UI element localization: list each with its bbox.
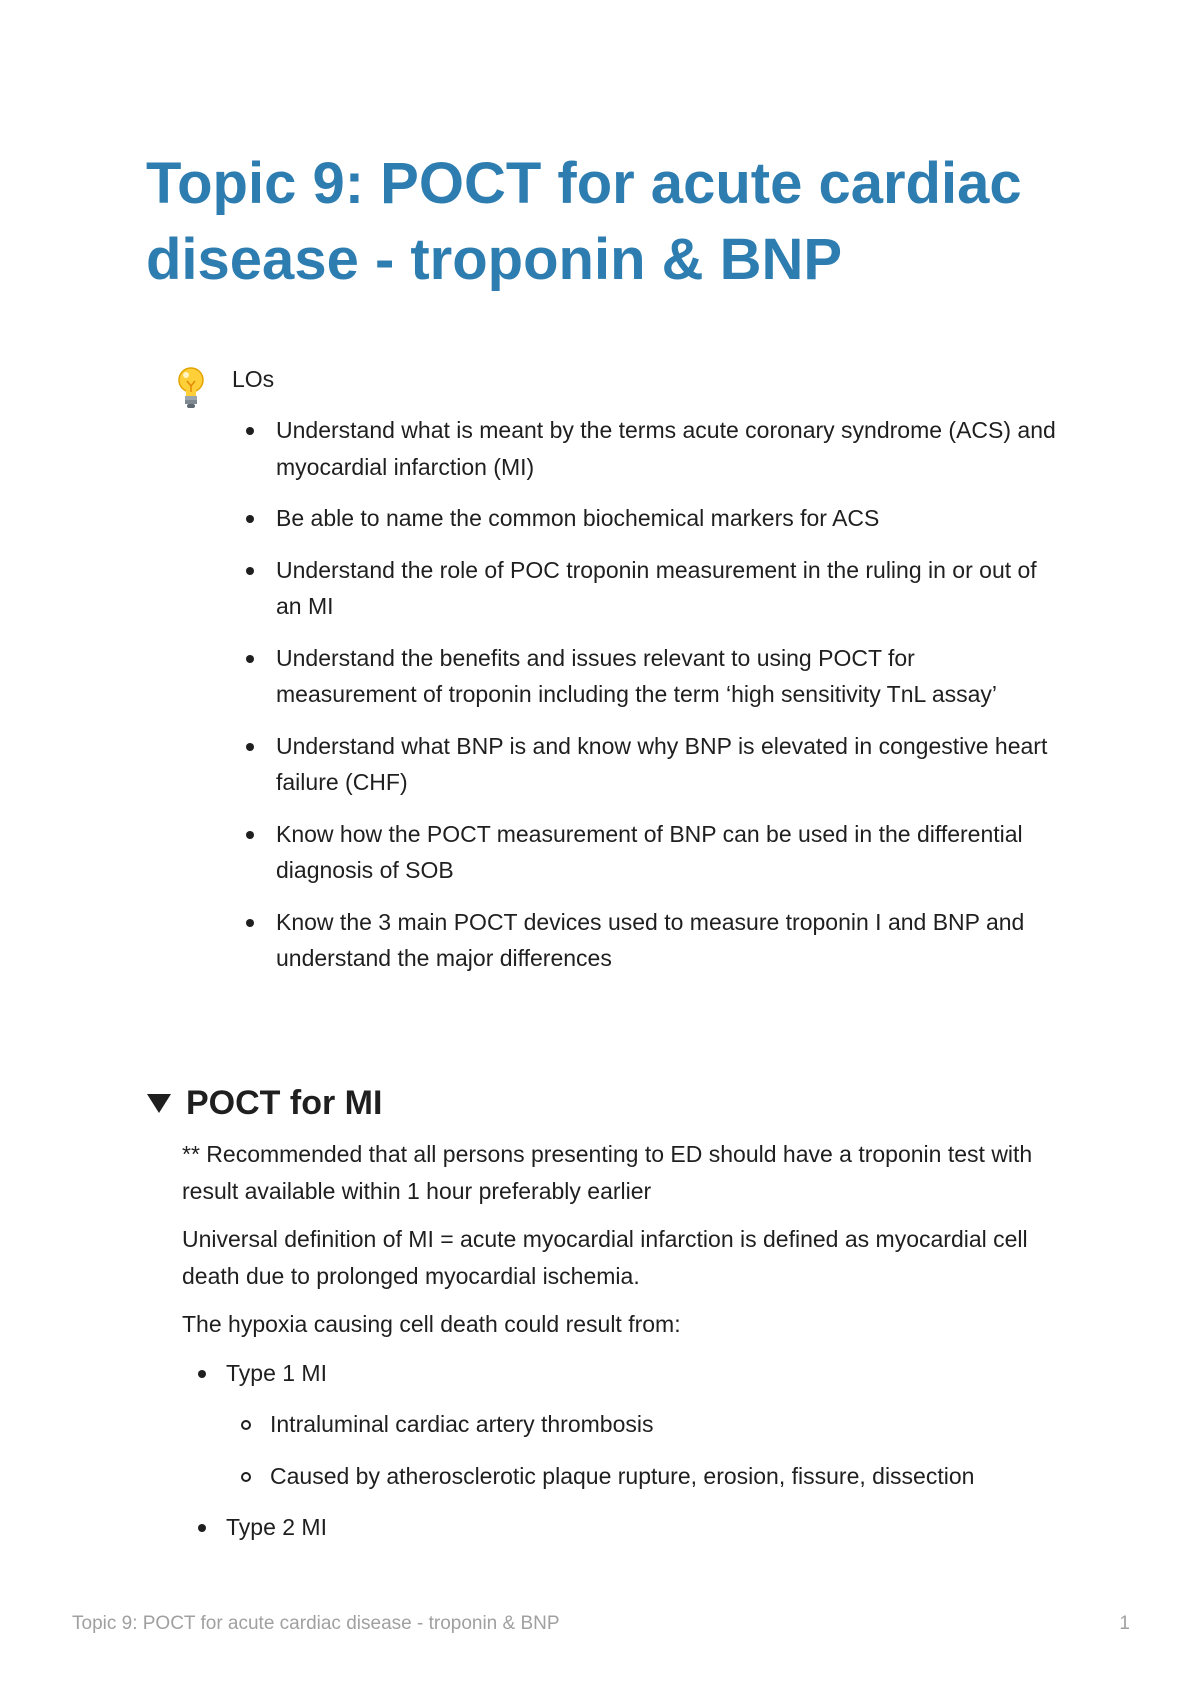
paragraph: Universal definition of MI = acute myocardial infarction is defined as myocardial cell death due to prolonged myocardial ischemia. [182, 1226, 1028, 1289]
list-item: Understand what is meant by the terms acute coronary syndrome (ACS) and myocardial infarction (MI) [276, 412, 1056, 485]
lightbulb-icon [174, 366, 208, 410]
list-item-label: Type 1 MI [226, 1359, 327, 1386]
triangle-down-icon[interactable] [146, 1092, 172, 1114]
list-item [182, 1509, 1052, 1546]
section-heading: POCT for MI [186, 1084, 383, 1122]
list-item: Understand what BNP is and know why BNP is elevated in congestive heart failure (CHF) [276, 728, 1056, 801]
callout-title: LOs [232, 366, 275, 392]
paragraph: ** Recommended that all persons presenting to ED should have a troponin test with result available within 1 hour preferably earlier [182, 1141, 1033, 1204]
sub-list [226, 1406, 1052, 1494]
list-item: Know how the POCT measurement of BNP can be used in the differential diagnosis of SOB [276, 816, 1056, 889]
list-item: Be able to name the common biochemical markers for ACS [276, 500, 1056, 537]
sub-list-item: Caused by atherosclerotic plaque rupture, erosion, fissure, dissection [226, 1458, 1052, 1495]
page-number: 1 [1119, 1613, 1130, 1634]
page-title: Topic 9: POCT for acute cardiac disease - troponin & BNP [146, 151, 1022, 292]
section-toggle-poct-for-mi[interactable] [146, 1080, 382, 1126]
list-item: Understand the role of POC troponin measurement in the ruling in or out of an MI [276, 552, 1056, 625]
section-body [182, 1136, 1052, 1561]
mi-types-list [182, 1355, 1052, 1546]
paragraph: The hypoxia causing cell death could result from: [182, 1311, 681, 1337]
list-item: Know the 3 main POCT devices used to measure troponin I and BNP and understand the major differences [276, 904, 1056, 977]
sub-list-item: Intraluminal cardiac artery thrombosis [226, 1406, 1052, 1443]
list-item-label: Type 2 MI [226, 1514, 327, 1540]
learning-objectives-list [276, 412, 1056, 992]
list-item [182, 1355, 1052, 1495]
list-item: Understand the benefits and issues relevant to using POCT for measurement of troponin including the term ‘high sensitivity TnL assay’ [276, 640, 1056, 713]
footer-title: Topic 9: POCT for acute cardiac disease - troponin & BNP [72, 1613, 560, 1634]
